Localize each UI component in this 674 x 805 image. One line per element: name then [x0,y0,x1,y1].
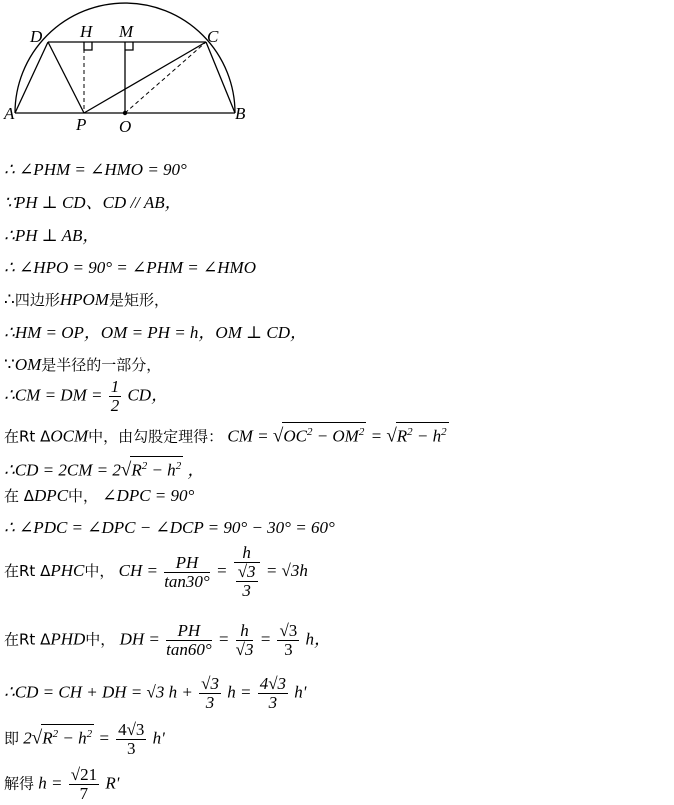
step-15: ∴CD = CH + DH = √3 h + $\frac{√3}{3}$ h = $\frac{4√3}{3}$ h' [4,674,307,712]
geometry-figure [0,0,674,140]
label-d: D [30,27,43,46]
step-7: ∵OM是半径的一部分， [4,355,162,374]
step-3: ∴PH ⊥ AB， [4,226,100,245]
step-1: ∴ ∠PHM = ∠HMO = 90° [4,160,187,179]
step-6: ∴HM = OP，OM = PH = h，OM ⊥ CD， [4,323,307,342]
step-8: ∴CM = DM = $\frac{1}{2}$ CD， [4,377,169,415]
step-12: ∴ ∠PDC = ∠DPC − ∠DCP = 90° − 30° = 60° [4,518,335,537]
step-11: 在 ΔDPC中， ∠DPC = 90° [4,486,195,505]
step-9: 在Rt ΔOCM中，由勾股定理得： CM = $√OC^2 - OM^2 = √R^2 - h^2$ [4,422,449,447]
label-o: O [119,117,132,136]
dashed-oc [125,42,206,113]
segment-dp [48,42,84,113]
step-5: ∴四边形HPOM是矩形， [4,290,169,309]
fraction-one-half: $\frac{1}{2}$ [110,377,120,415]
segment-cb [206,42,235,113]
segment-ad [15,42,48,113]
label-c: C [207,27,219,46]
label-h: H [80,22,93,41]
step-14: 在Rt ΔPHD中， DH = $\frac{PH}{\tan 60^\circ}$ = $\frac{h}{√3}$ = $\frac{√3}{3}$ h， [4,621,332,659]
right-angle-m [125,42,133,50]
step-4: ∴ ∠HPO = 90° = ∠PHM = ∠HMO [4,258,256,277]
step-17: 解得 h = $\frac{√21}{7}$ R' [4,765,120,803]
step-16: 即 $2√R^2 - h^2$ = $\frac{4√3}{3}$ h' [4,720,165,758]
step-10: ∴CD = $2CM = 2√R^2 - h^2$ ， [4,456,204,481]
label-b: B [235,104,246,123]
label-m: M [119,22,134,41]
label-a: A [4,104,15,123]
center-point-o [123,111,127,115]
step-2: ∵PH ⊥ CD、CD // AB， [4,193,182,212]
right-angle-h [84,42,92,50]
label-p: P [76,115,87,134]
step-13: 在Rt ΔPHC中， CH = $\frac{PH}{\tan 30^\circ}$ = $\frac{h}{\frac{√3}{3}}$ = √3h [4,543,308,600]
segment-pc [84,42,206,113]
